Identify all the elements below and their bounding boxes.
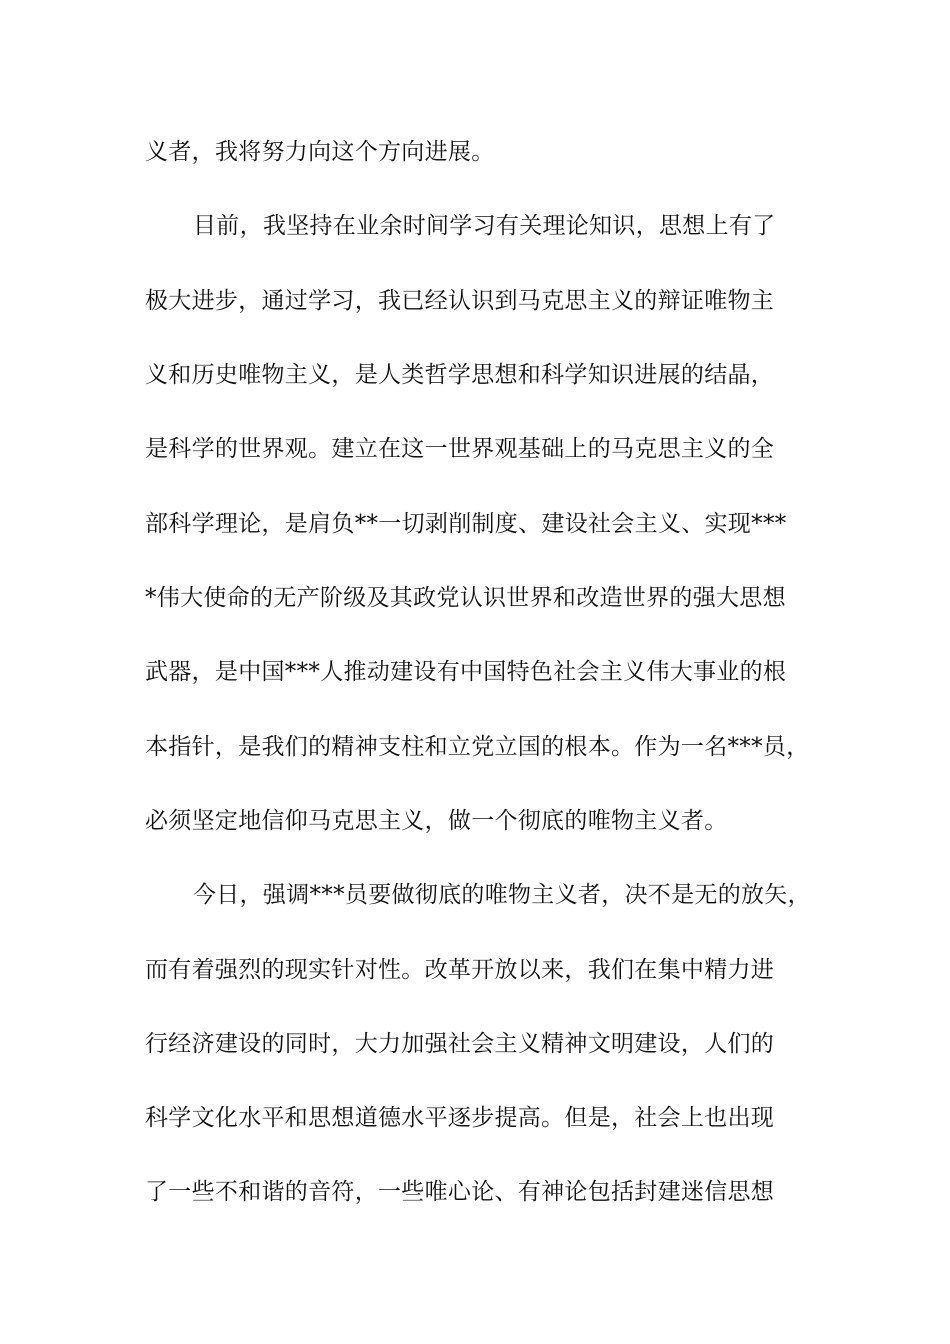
text-line: 行经济建设的同时，大力加强社会主义精神文明建设，人们的 xyxy=(145,1031,775,1057)
text-line: 义和历史唯物主义，是人类哲学思想和科学知识进展的结晶， xyxy=(145,362,775,388)
text-line: 义者，我将努力向这个方向进展。 xyxy=(145,139,495,165)
text-line: 部科学理论，是肩负**一切剥削制度、建设社会主义、实现*** xyxy=(145,511,787,537)
text-line: 了一些不和谐的音符，一些唯心论、有神论包括封建迷信思想 xyxy=(145,1179,775,1205)
text-line: 科学文化水平和思想道德水平逐步提高。但是，社会上也出现 xyxy=(145,1105,775,1131)
text-line: 是科学的世界观。建立在这一世界观基础上的马克思主义的全 xyxy=(145,436,775,462)
text-line: *伟大使命的无产阶级及其政党认识世界和改造世界的强大思想 xyxy=(145,585,786,611)
text-line: 本指针，是我们的精神支柱和立党立国的根本。作为一名***员， xyxy=(145,734,810,760)
text-line: 极大进步，通过学习，我已经认识到马克思主义的辩证唯物主 xyxy=(145,288,775,314)
text-line: 目前，我坚持在业余时间学习有关理论知识，思想上有了 xyxy=(193,213,776,239)
text-line: 今日，强调***员要做彻底的唯物主义者，决不是无的放矢， xyxy=(193,882,811,908)
text-line: 而有着强烈的现实针对性。改革开放以来，我们在集中精力进 xyxy=(145,957,775,983)
text-line: 武器，是中国***人推动建设有中国特色社会主义伟大事业的根 xyxy=(145,659,787,685)
text-line: 必须坚定地信仰马克思主义，做一个彻底的唯物主义者。 xyxy=(145,808,728,834)
